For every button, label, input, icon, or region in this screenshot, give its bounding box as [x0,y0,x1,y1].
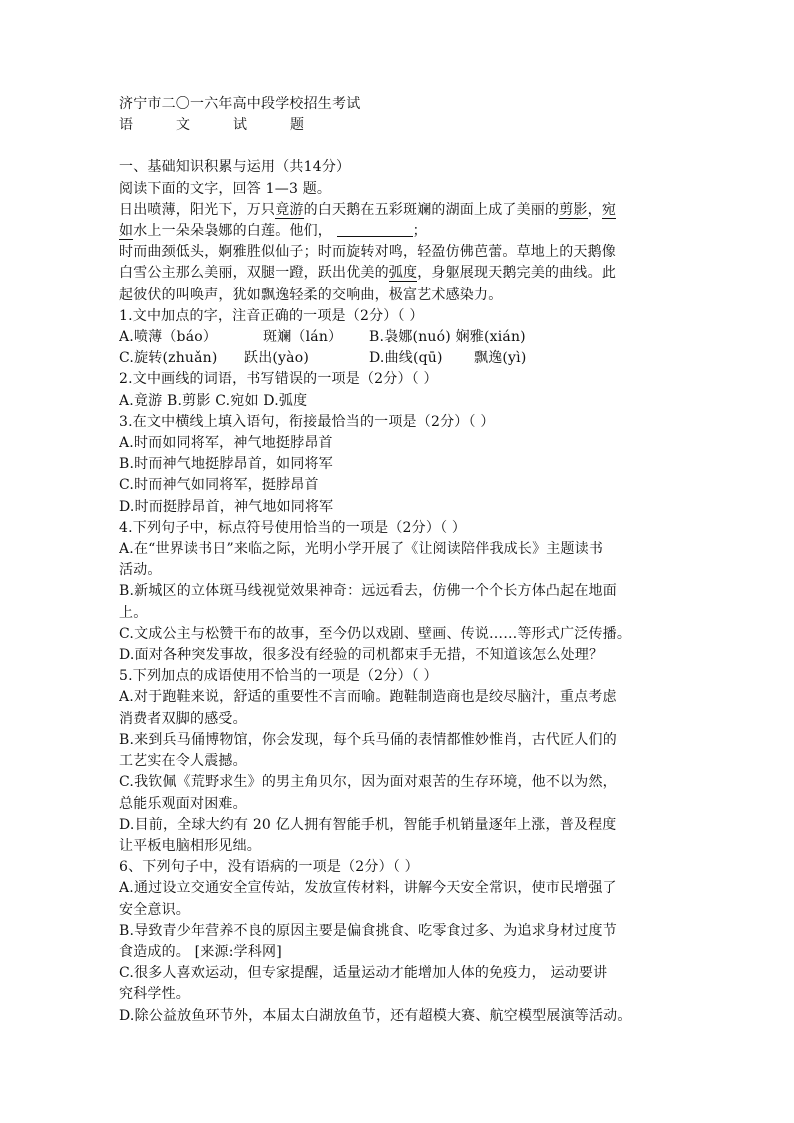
underlined-word: 弧度 [388,265,418,282]
option-a: A.通过设立交通安全宣传站，发放宣传材料，讲解今天安全常识，使市民增强了 [119,880,617,897]
option-b: B.时而神气地挺脖昂首，如同将军 [119,456,333,473]
option-d: D.面对各种突发事故，很多没有经验的司机都束手无措，不知道该怎么处理？ [119,647,604,664]
underlined-word: 剪影 [559,201,588,218]
question-stem: 3.在文中横线上填入语句，衔接最恰当的一项是（2分）（ ） [119,413,495,430]
section-instruction: 阅读下面的文字，回答 1—3 题。 [119,180,332,197]
option-a-cont: 消费者双脚的感受。 [119,710,247,727]
exam-title: 济宁市二〇一六年高中段学校招生考试 [119,96,361,112]
question-stem: 2.文中画线的词语，书写错误的一项是（2分）（ ） [119,371,438,388]
passage-line: 日出喷薄，阳光下，万只竟游的白天鹅在五彩斑斓的湖面上成了美丽的剪影，宛 [119,201,617,218]
option-b-cont: 食造成的。 [来源:学科网] [119,943,282,960]
subject-title [119,115,679,136]
option-b-cont: 工艺实在令人震撼。 [119,753,247,770]
passage-line: 白雪公主那么美丽，双腿一蹬，跃出优美的弧度，身躯展现天鹅完美的曲线。此 [119,265,617,282]
option-d: D.时而挺脖昂首，神气地如同将军 [119,498,334,515]
option-a-cont: 活动。 [119,562,162,579]
option-a: A.时而如同将军，神气地挺脖昂首 [119,435,333,452]
underlined-word: 宛 [601,201,617,218]
option-a-cont: 安全意识。 [119,901,190,918]
subject-char: 题 [290,117,305,134]
underlined-word: 如 [119,223,134,240]
passage-line: 如水上一朵朵袅娜的白莲。他们， ； [119,223,427,240]
section-heading: 一、基础知识积累与运用（共14分） [119,159,351,176]
option-b: B.新城区的立体斑马线视觉效果神奇：远远看去，仿佛一个个长方体凸起在地面 [119,583,617,600]
option-c-cont: 究科学性。 [119,986,190,1003]
question-stem: 6、下列句子中，没有语病的一项是（2分）（ ） [119,859,419,876]
option-b: B.来到兵马俑博物馆，你会发现，每个兵马俑的表情都惟妙惟肖，古代匠人们的 [119,731,617,748]
option-b: B.导致青少年营养不良的原因主要是偏食挑食、吃零食过多、为追求身材过度节 [119,922,617,939]
passage-line: 时而曲颈低头，婀雅胜似仙子；时而旋转对鸣，轻盈仿佛芭蕾。草地上的天鹅像 [119,244,616,261]
subject-char: 文 [176,117,191,134]
option-a: A.对于跑鞋来说，舒适的重要性不言而喻。跑鞋制造商也是绞尽脑汁，重点考虑 [119,689,617,706]
subject-char: 试 [233,117,248,134]
question-stem: 1.文中加点的字，注音正确的一项是（2分）（ ） [119,307,424,324]
option-a: A.在“世界读书日”来临之际，光明小学开展了《让阅读陪伴我成长》主题读书 [119,541,604,558]
fill-blank[interactable] [337,222,413,237]
option-b-cont: 上。 [119,604,148,621]
question-options: A.竟游 B.剪影 C.宛如 D.弧度 [119,392,308,409]
option-c: C.文成公主与松赞干布的故事，至今仍以戏剧、壁画、传说……等形式广泛传播。 [119,625,632,642]
exam-page [119,94,679,1027]
option-d: D.除公益放鱼环节外，本届太白湖放鱼节，还有超模大赛、航空模型展演等活动。 [119,1007,632,1024]
passage-line: 起彼伏的叫唤声，犹如飘逸轻柔的交响曲，极富艺术感染力。 [119,286,503,303]
option-c: C.时而神气如同将军，挺脖昂首 [119,477,319,494]
question-options: A.喷薄（báo） 斑斓（lán） B.袅娜(nuó) 娴雅(xián) [119,329,526,346]
question-options: C.旋转(zhuǎn) 跃出(yào) D.曲线(qū) 飘逸(yì) [119,350,527,367]
option-c-cont: 总能乐观面对困难。 [119,795,247,812]
option-d-cont: 让平板电脑相形见绌。 [119,837,261,854]
question-stem: 4.下列句子中，标点符号使用恰当的一项是（2分）（ ） [119,519,467,536]
question-stem: 5.下列加点的成语使用不恰当的一项是（2分）（ ） [119,668,438,685]
option-d: D.目前，全球大约有 20 亿人拥有智能手机，智能手机销量逐年上涨，普及程度 [119,816,617,833]
option-c: C.很多人喜欢运动，但专家提醒，适量运动才能增加人体的免疫力， 运动要讲 [119,965,608,982]
underlined-word: 竟游 [275,201,304,218]
subject-char: 语 [119,117,134,134]
option-c: C.我钦佩《荒野求生》的男主角贝尔，因为面对艰苦的生存环境，他不以为然， [119,774,617,791]
